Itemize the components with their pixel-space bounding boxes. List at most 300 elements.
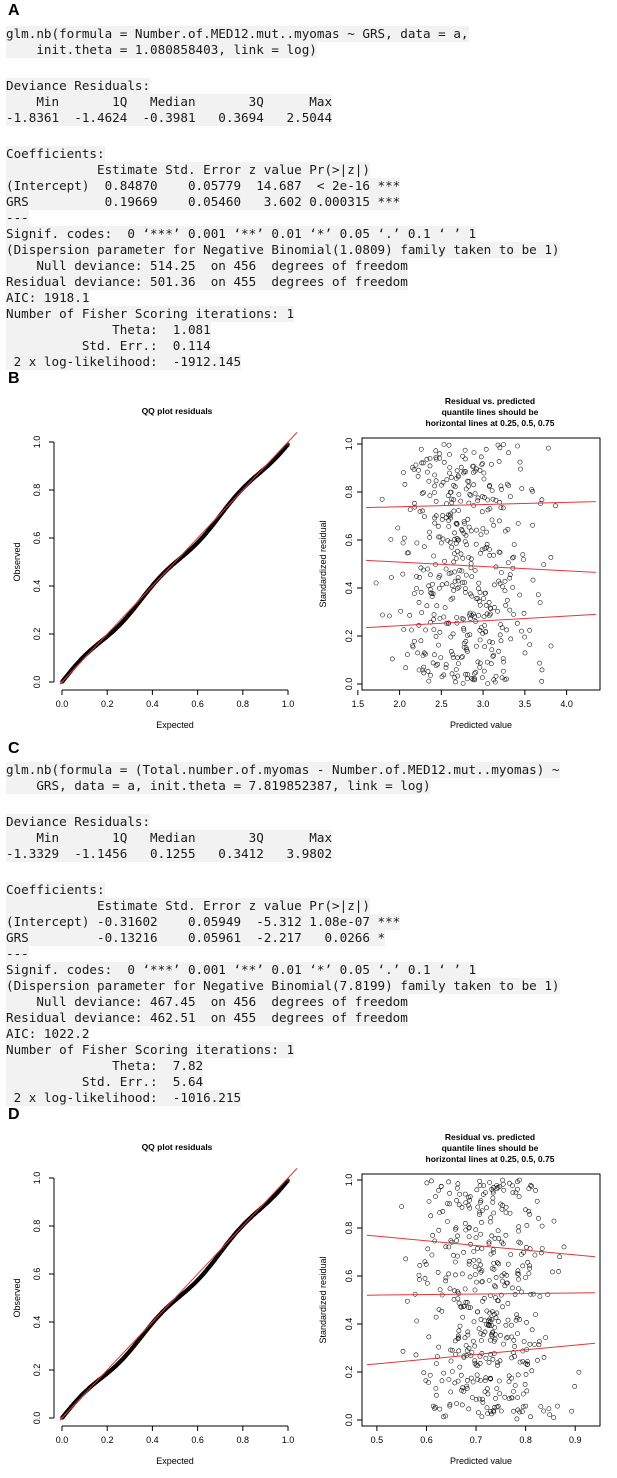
residual-point bbox=[549, 555, 553, 559]
plot-title: QQ plot residuals bbox=[141, 406, 213, 416]
residual-point bbox=[422, 671, 426, 675]
residual-point bbox=[415, 1319, 419, 1323]
residual-point bbox=[437, 1345, 441, 1349]
residual-point bbox=[507, 1397, 511, 1401]
residual-point bbox=[478, 1210, 482, 1214]
residual-point bbox=[458, 1324, 462, 1328]
code-line: Deviance Residuals: bbox=[6, 78, 151, 93]
residual-point bbox=[405, 1299, 409, 1303]
y-tick-label: 0.0 bbox=[344, 1413, 354, 1427]
residual-point bbox=[528, 1415, 532, 1419]
residual-point bbox=[447, 443, 451, 447]
residual-point bbox=[518, 460, 522, 464]
residual-point bbox=[497, 1262, 501, 1266]
residual-point bbox=[441, 537, 445, 541]
residual-point bbox=[472, 615, 476, 619]
residual-point bbox=[523, 635, 527, 639]
residual-point bbox=[464, 639, 468, 643]
plot-title-line: quantile lines should be bbox=[441, 1143, 539, 1153]
residual-point bbox=[433, 484, 437, 488]
residual-point bbox=[531, 1292, 535, 1296]
residual-point bbox=[473, 1344, 477, 1348]
code-line: Estimate Std. Error z value Pr(>|z|) bbox=[6, 898, 370, 913]
residual-point bbox=[521, 553, 525, 557]
residual-point bbox=[482, 471, 486, 475]
regression-output-c bbox=[6, 762, 560, 1106]
residual-point bbox=[428, 573, 432, 577]
residual-point bbox=[475, 1373, 479, 1377]
residual-point bbox=[492, 1211, 496, 1215]
residual-point bbox=[447, 471, 451, 475]
code-line: Coefficients: bbox=[6, 146, 105, 161]
residual-point bbox=[404, 666, 408, 670]
residual-point bbox=[461, 1315, 465, 1319]
residual-point bbox=[449, 475, 453, 479]
code-line: Residual deviance: 501.36 on 455 degrees of freedom bbox=[6, 274, 408, 289]
residual-point bbox=[464, 487, 468, 491]
residual-point bbox=[570, 1409, 574, 1413]
residual-point bbox=[422, 515, 426, 519]
residual-point bbox=[456, 1297, 460, 1301]
residual-point bbox=[533, 1313, 537, 1317]
x-tick-label: 1.0 bbox=[281, 1435, 295, 1445]
residual-point bbox=[487, 1278, 491, 1282]
residual-point bbox=[424, 1262, 428, 1266]
residual-point bbox=[549, 644, 553, 648]
residual-point bbox=[447, 452, 451, 456]
residual-point bbox=[450, 672, 454, 676]
residual-point bbox=[483, 645, 487, 649]
residual-point bbox=[493, 1396, 497, 1400]
residual-point bbox=[463, 1221, 467, 1225]
code-line: Signif. codes: 0 ‘***’ 0.001 ‘**’ 0.01 ‘*’ 0.05 ‘.’ 0.1 ‘ ’ 1 bbox=[6, 226, 477, 241]
x-tick-label: 0.6 bbox=[191, 699, 204, 709]
residual-point bbox=[417, 575, 421, 579]
residual-point bbox=[498, 633, 502, 637]
residual-point bbox=[499, 639, 503, 643]
residual-point bbox=[467, 525, 471, 529]
quantile-line bbox=[366, 560, 596, 572]
residual-point bbox=[436, 643, 440, 647]
residual-point bbox=[512, 543, 516, 547]
x-tick-label: 0.8 bbox=[236, 1435, 250, 1445]
y-tick-label: 0.8 bbox=[344, 485, 354, 499]
residual-point bbox=[474, 528, 478, 532]
residual-point bbox=[472, 1258, 476, 1262]
residual-point bbox=[408, 508, 412, 512]
residual-point bbox=[516, 1396, 520, 1400]
residual-point bbox=[422, 665, 426, 669]
residual-point bbox=[506, 1262, 510, 1266]
residual-point bbox=[434, 1315, 438, 1319]
code-line: Null deviance: 467.45 on 456 degrees of freedom bbox=[6, 994, 408, 1009]
residual-plot-b bbox=[310, 390, 615, 738]
residual-point bbox=[436, 1270, 440, 1274]
residual-point bbox=[517, 1195, 521, 1199]
residual-point bbox=[504, 1323, 508, 1327]
residual-point bbox=[450, 1369, 454, 1373]
residual-point bbox=[490, 640, 494, 644]
residual-point bbox=[484, 530, 488, 534]
residual-point bbox=[432, 554, 436, 558]
residual-point bbox=[419, 590, 423, 594]
residual-point bbox=[461, 454, 465, 458]
x-tick-label: 0.2 bbox=[100, 1435, 114, 1445]
residual-point bbox=[503, 589, 507, 593]
residual-point bbox=[486, 1392, 490, 1396]
residual-point bbox=[463, 1192, 467, 1196]
residual-point bbox=[415, 541, 419, 545]
residual-point bbox=[456, 662, 460, 666]
residual-point bbox=[484, 1206, 488, 1210]
residual-point bbox=[420, 611, 424, 615]
residual-point bbox=[507, 1374, 511, 1378]
code-line: Null deviance: 514.25 on 456 degrees of freedom bbox=[6, 258, 408, 273]
residual-point bbox=[456, 1182, 460, 1186]
y-tick-label: 1.0 bbox=[32, 1171, 42, 1185]
residual-point bbox=[511, 1191, 515, 1195]
x-axis-label: Predicted value bbox=[449, 720, 513, 730]
residual-point bbox=[427, 1199, 431, 1203]
x-tick-label: 0.4 bbox=[146, 1435, 159, 1445]
residual-point bbox=[540, 1224, 544, 1228]
residual-point bbox=[434, 634, 438, 638]
residual-point bbox=[467, 555, 471, 559]
residual-point bbox=[527, 1271, 531, 1275]
x-axis-label: Expected bbox=[156, 1456, 194, 1466]
residual-point bbox=[498, 1333, 502, 1337]
residual-point bbox=[437, 1228, 441, 1232]
residual-point bbox=[507, 1380, 511, 1384]
residual-point bbox=[538, 1294, 542, 1298]
residual-point bbox=[389, 537, 393, 541]
y-tick-label: 0.4 bbox=[32, 1315, 42, 1329]
residual-point bbox=[480, 1247, 484, 1251]
residual-point bbox=[436, 524, 440, 528]
residual-point bbox=[465, 677, 469, 681]
residual-point bbox=[491, 1357, 495, 1361]
residual-point bbox=[485, 1387, 489, 1391]
residual-point bbox=[468, 1275, 472, 1279]
residual-point bbox=[470, 575, 474, 579]
panel-label-b: B bbox=[8, 370, 20, 387]
residual-point bbox=[538, 661, 542, 665]
code-line: Min 1Q Median 3Q Max bbox=[6, 830, 333, 845]
y-tick-label: 1.0 bbox=[344, 1173, 354, 1187]
residual-point bbox=[443, 606, 447, 610]
residual-point bbox=[492, 1284, 496, 1288]
residual-point bbox=[528, 628, 532, 632]
y-tick-label: 0.2 bbox=[32, 1363, 42, 1377]
residual-point bbox=[496, 1229, 500, 1233]
residual-point bbox=[483, 623, 487, 627]
residual-point bbox=[477, 1397, 481, 1401]
code-line: 2 x log-likelihood: -1016.215 bbox=[6, 1090, 242, 1105]
residual-point bbox=[453, 680, 457, 684]
residual-point bbox=[452, 560, 456, 564]
residual-point bbox=[473, 568, 477, 572]
residual-point bbox=[478, 1263, 482, 1267]
residual-point bbox=[476, 1377, 480, 1381]
code-line: AIC: 1022.2 bbox=[6, 1026, 90, 1041]
residual-point bbox=[449, 1390, 453, 1394]
residual-point bbox=[472, 1320, 476, 1324]
residual-point bbox=[538, 601, 542, 605]
residual-point bbox=[498, 582, 502, 586]
residual-point bbox=[434, 499, 438, 503]
residual-point bbox=[472, 1249, 476, 1253]
residual-point bbox=[445, 1219, 449, 1223]
residual-point bbox=[417, 600, 421, 604]
residual-point bbox=[495, 1387, 499, 1391]
residual-point bbox=[542, 1409, 546, 1413]
residual-point bbox=[483, 1319, 487, 1323]
residual-point bbox=[530, 1328, 534, 1332]
panel-label-d: D bbox=[8, 1106, 20, 1123]
residual-point bbox=[497, 459, 501, 463]
residual-point bbox=[480, 1209, 484, 1213]
residual-point bbox=[516, 1373, 520, 1377]
panel-label-a: A bbox=[8, 2, 20, 19]
residual-point bbox=[485, 660, 489, 664]
residual-point bbox=[478, 1354, 482, 1358]
residual-point bbox=[500, 1305, 504, 1309]
residual-point bbox=[455, 586, 459, 590]
x-tick-label: 0.9 bbox=[568, 1435, 582, 1445]
residual-point bbox=[484, 1376, 488, 1380]
qq-plot-b bbox=[0, 398, 305, 738]
residual-point bbox=[503, 1395, 507, 1399]
residual-point bbox=[451, 1253, 455, 1257]
x-tick-label: 1.0 bbox=[281, 699, 295, 709]
x-tick-label: 0.8 bbox=[236, 699, 250, 709]
quantile-line bbox=[366, 502, 596, 508]
code-line: -1.8361 -1.4624 -0.3981 0.3694 2.5044 bbox=[6, 110, 333, 125]
quantile-line bbox=[367, 1293, 595, 1295]
residual-point bbox=[485, 1309, 489, 1313]
residual-point bbox=[442, 460, 446, 464]
residual-point bbox=[444, 1279, 448, 1283]
residual-point bbox=[550, 1270, 554, 1274]
residual-point bbox=[492, 553, 496, 557]
residual-point bbox=[523, 1276, 527, 1280]
residual-point bbox=[455, 1234, 459, 1238]
residual-point bbox=[538, 502, 542, 506]
residual-point bbox=[457, 492, 461, 496]
residual-point bbox=[552, 1416, 556, 1420]
code-line: GRS, data = a, init.theta = 7.819852387, link = log) bbox=[6, 778, 431, 793]
residual-point bbox=[396, 526, 400, 530]
residual-point bbox=[455, 621, 459, 625]
residual-point bbox=[517, 1225, 521, 1229]
residual-point bbox=[523, 1382, 527, 1386]
residual-point bbox=[448, 1202, 452, 1206]
y-axis-label: Standardized residual bbox=[318, 520, 328, 608]
residual-point bbox=[500, 676, 504, 680]
residual-point bbox=[533, 1342, 537, 1346]
residual-point bbox=[473, 1265, 477, 1269]
residual-point bbox=[479, 1220, 483, 1224]
residual-point bbox=[423, 1276, 427, 1280]
x-tick-label: 0.0 bbox=[55, 1435, 69, 1445]
residual-point bbox=[433, 473, 437, 477]
residual-point bbox=[513, 1383, 517, 1387]
plot-title-line: horizontal lines at 0.25, 0.5, 0.75 bbox=[425, 1154, 555, 1164]
residual-point bbox=[461, 617, 465, 621]
residual-point bbox=[467, 1235, 471, 1239]
residual-point bbox=[484, 1356, 488, 1360]
residual-point bbox=[422, 545, 426, 549]
code-line: Theta: 1.081 bbox=[6, 322, 211, 337]
residual-point bbox=[480, 510, 484, 514]
residual-point bbox=[457, 1301, 461, 1305]
residual-point bbox=[491, 497, 495, 501]
residual-point bbox=[427, 1335, 431, 1339]
residual-point bbox=[455, 656, 459, 660]
residual-point bbox=[483, 1390, 487, 1394]
residual-point bbox=[455, 615, 459, 619]
residual-point bbox=[500, 1178, 504, 1182]
residual-point bbox=[516, 521, 520, 525]
residual-point bbox=[493, 1285, 497, 1289]
residual-point bbox=[422, 651, 426, 655]
residual-point bbox=[417, 623, 421, 627]
y-tick-label: 0.6 bbox=[344, 1269, 354, 1283]
residual-point bbox=[482, 477, 486, 481]
residual-point bbox=[510, 1286, 514, 1290]
x-tick-label: 3.5 bbox=[518, 699, 532, 709]
residual-point bbox=[451, 655, 455, 659]
residual-point bbox=[511, 586, 515, 590]
residual-point bbox=[459, 499, 463, 503]
y-tick-label: 0.8 bbox=[32, 483, 42, 497]
residual-point bbox=[456, 1379, 460, 1383]
residual-point bbox=[442, 673, 446, 677]
residual-point bbox=[496, 1319, 500, 1323]
residual-point bbox=[511, 1389, 515, 1393]
residual-point bbox=[460, 654, 464, 658]
residual-point bbox=[408, 613, 412, 617]
residual-point bbox=[506, 1301, 510, 1305]
residual-point bbox=[428, 464, 432, 468]
residual-point bbox=[553, 504, 557, 508]
x-tick-label: 0.6 bbox=[420, 1435, 433, 1445]
plot-title-line: horizontal lines at 0.25, 0.5, 0.75 bbox=[425, 418, 555, 428]
residual-point bbox=[417, 1278, 421, 1282]
residual-point bbox=[425, 604, 429, 608]
residual-point bbox=[374, 581, 378, 585]
residual-point bbox=[447, 524, 451, 528]
residual-point bbox=[479, 533, 483, 537]
residual-point bbox=[472, 503, 476, 507]
residual-point bbox=[517, 1229, 521, 1233]
residual-point bbox=[562, 1245, 566, 1249]
residual-point bbox=[473, 1288, 477, 1292]
residual-point bbox=[431, 1233, 435, 1237]
residual-point bbox=[412, 592, 416, 596]
residual-point bbox=[490, 489, 494, 493]
residual-point bbox=[504, 1205, 508, 1209]
residual-point bbox=[404, 1257, 408, 1261]
residual-point bbox=[503, 579, 507, 583]
residual-point bbox=[403, 482, 407, 486]
residual-point bbox=[487, 600, 491, 604]
residual-point bbox=[473, 1359, 477, 1363]
reference-line bbox=[60, 432, 297, 684]
residual-point bbox=[402, 627, 406, 631]
residual-point bbox=[535, 1199, 539, 1203]
residual-point bbox=[428, 1373, 432, 1377]
residual-point bbox=[439, 1184, 443, 1188]
residual-point bbox=[522, 611, 526, 615]
residual-point bbox=[467, 1407, 471, 1411]
residual-point bbox=[440, 1293, 444, 1297]
residual-point bbox=[480, 1415, 484, 1419]
residual-point bbox=[389, 576, 393, 580]
residual-point bbox=[455, 1239, 459, 1243]
residual-point bbox=[518, 1360, 522, 1364]
residual-point bbox=[431, 661, 435, 665]
residual-point bbox=[480, 676, 484, 680]
residual-point bbox=[440, 518, 444, 522]
residual-point bbox=[530, 1369, 534, 1373]
residual-point bbox=[460, 527, 464, 531]
residual-point bbox=[455, 469, 459, 473]
residual-point bbox=[427, 479, 431, 483]
residual-point bbox=[476, 1310, 480, 1314]
residual-point bbox=[494, 1275, 498, 1279]
residual-point bbox=[463, 448, 467, 452]
residual-point bbox=[482, 615, 486, 619]
residual-point bbox=[491, 1200, 495, 1204]
residual-point bbox=[470, 1395, 474, 1399]
regression-output-a bbox=[6, 26, 560, 370]
residual-point bbox=[471, 1380, 475, 1384]
residual-point bbox=[442, 442, 446, 446]
residual-point bbox=[425, 1281, 429, 1285]
residual-point bbox=[455, 1254, 459, 1258]
residual-point bbox=[445, 478, 449, 482]
residual-point bbox=[492, 583, 496, 587]
residual-point bbox=[401, 1349, 405, 1353]
residual-point bbox=[531, 523, 535, 527]
residual-plot-d bbox=[310, 1126, 615, 1476]
residual-point bbox=[498, 1392, 502, 1396]
residual-point bbox=[469, 1242, 473, 1246]
residual-point bbox=[479, 1338, 483, 1342]
residual-point bbox=[414, 575, 418, 579]
residual-point bbox=[461, 556, 465, 560]
residual-point bbox=[418, 1263, 422, 1267]
residual-point bbox=[542, 1355, 546, 1359]
residual-point bbox=[478, 551, 482, 555]
residual-point bbox=[508, 495, 512, 499]
residual-point bbox=[547, 1407, 551, 1411]
residual-point bbox=[401, 541, 405, 545]
residual-point bbox=[488, 1180, 492, 1184]
y-tick-label: 1.0 bbox=[32, 435, 42, 449]
residual-point bbox=[512, 1409, 516, 1413]
residual-point bbox=[477, 613, 481, 617]
code-line: Min 1Q Median 3Q Max bbox=[6, 94, 333, 109]
residual-point bbox=[491, 1196, 495, 1200]
residual-point bbox=[528, 1212, 532, 1216]
residual-point bbox=[453, 1273, 457, 1277]
code-line: Coefficients: bbox=[6, 882, 105, 897]
residual-point bbox=[477, 581, 481, 585]
residual-point bbox=[528, 1342, 532, 1346]
residual-point bbox=[420, 491, 424, 495]
